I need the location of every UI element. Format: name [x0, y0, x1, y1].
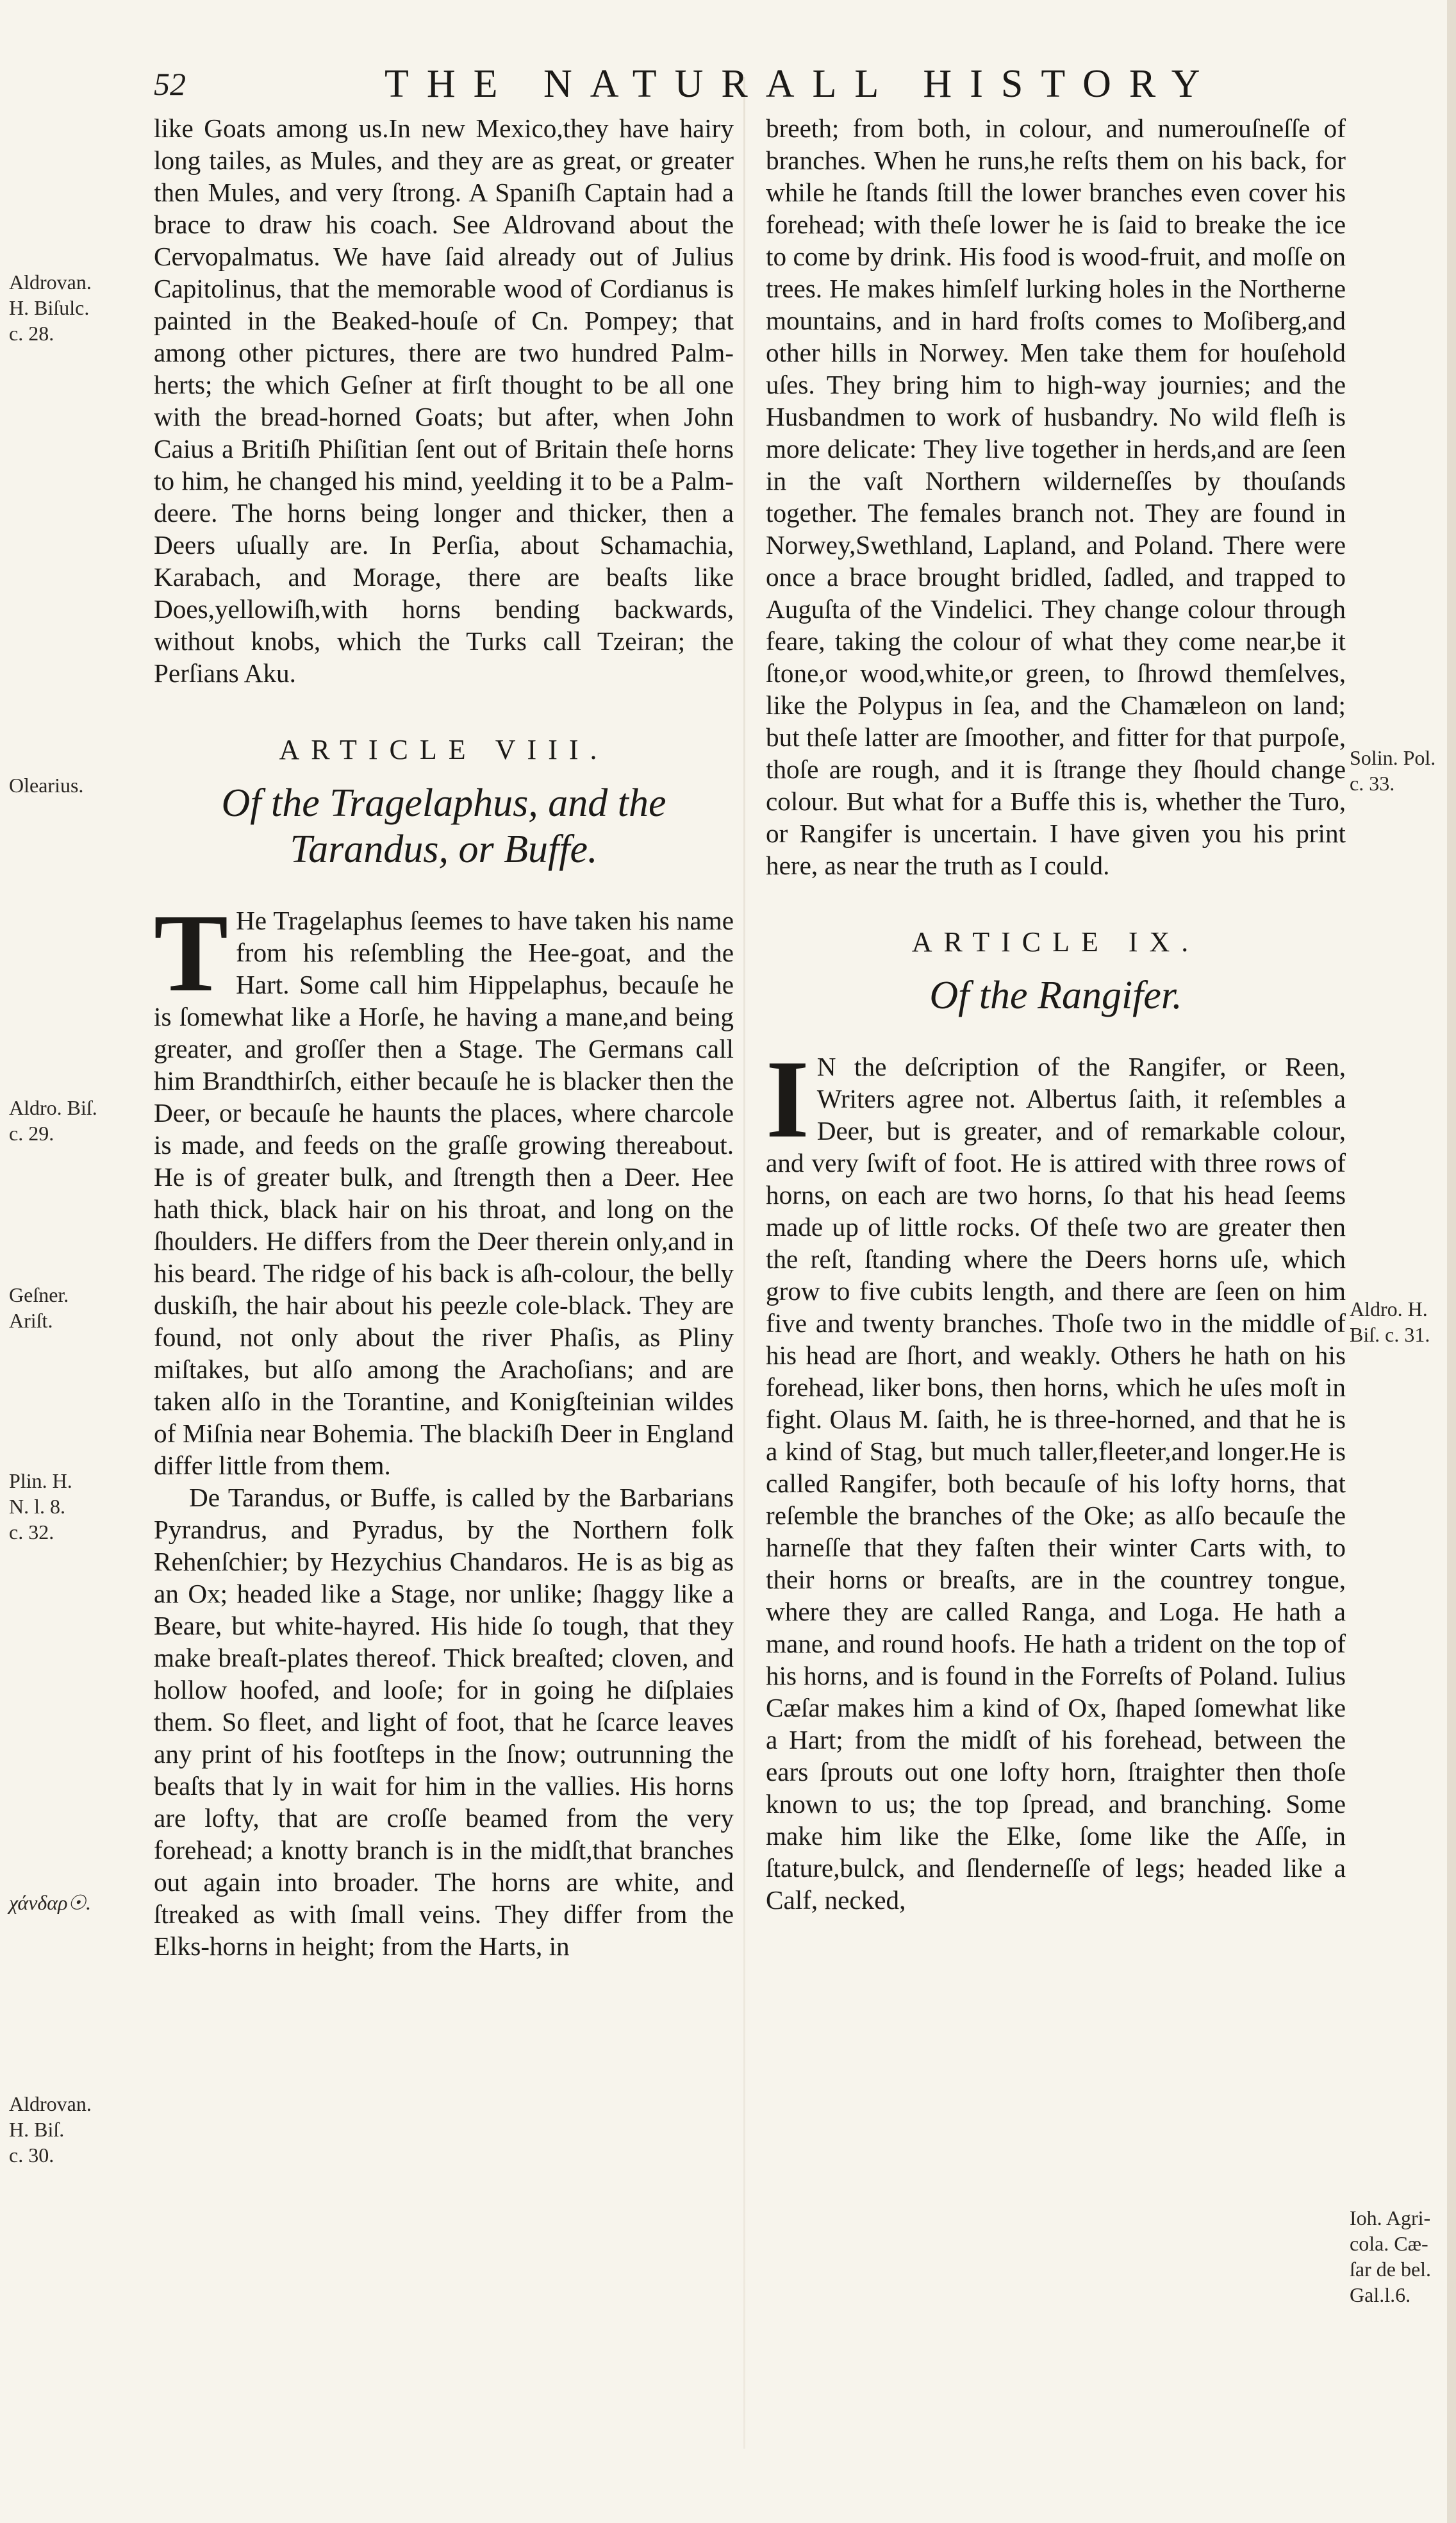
- margin-note-line: N. l. 8.: [9, 1495, 65, 1518]
- margin-note-line: c. 32.: [9, 1520, 54, 1544]
- rangifer-text: N the deſcription of the Rangifer, or Reen, Writers agree not. Albertus ſaith, it reſembles a Deer, but is greater, and of remarkable colour, and very ſwift of foot. He is attired with three rows of horns, on each are two horns, ſo that his head ſeems made up of little rocks. Of theſe two are greater then the reſt, ſtanding where the Deers horns uſe, which grow to five cubits length, and there are ſeen on him five and twenty branches. Thoſe two in the middle of his head are ſhort, and weakly. Others he hath on his forehead, liker bons, then horns, which he uſes moſt in fight. Olaus M. ſaith, he is three-horned, and that he is a kind of Stag, but much taller,fleeter,and longer.He is called Rangifer, both becauſe of his lofty horns, that reſemble the branches of the Oke; as alſo becauſe the harneſſe that they faſten their winter Carts with, to their horns or breaſts, are in the countrey tongue, where they are called Ranga, and Loga. He hath a mane, and round hoofs. He hath a trident on the top of his horns, and is found in the Forreſts of Poland. Iulius Cæſar makes him a kind of Ox, ſhaped ſomewhat like a Hart; from the midſt of his forehead, between the ears ſprouts out one lofty horn, ſtraighter then thoſe known to us; the top ſpread, and branching. Some make him like the Elke, ſome like the Aſſe, in ſtature,bulck, and ſlenderneſſe of legs; headed like a Calf, necked,: [766, 1052, 1346, 1915]
- right-column: [766, 112, 1346, 1916]
- margin-note-line: Aldrovan.: [9, 271, 92, 294]
- margin-note-line: ſar de bel.: [1350, 2258, 1432, 2281]
- margin-note-line: c. 29.: [9, 1122, 54, 1145]
- margin-note-aldro-h: [1350, 1296, 1430, 1347]
- running-title: THE NATURALL HISTORY: [385, 62, 1218, 106]
- margin-note-line: c. 33.: [1350, 772, 1395, 795]
- margin-note-line: Solin. Pol.: [1350, 746, 1436, 769]
- margin-note-line: c. 28.: [9, 322, 54, 345]
- article-heading-viii: ARTICLE VIII.: [279, 734, 609, 765]
- margin-note-aldrovan-2: [9, 2091, 92, 2168]
- rangifer-paragraph: [766, 1037, 1346, 1916]
- page-edge: [1447, 0, 1456, 2523]
- margin-note-olearius: [9, 772, 83, 798]
- margin-note-solin: [1350, 745, 1435, 796]
- left-opening-paragraph: like Goats among us.In new Mexico,they have hairy long tailes, as Mules, and they are as great, or greater then Mules, and very ſtrong. A Spaniſh Captain had a brace to draw his coach. See Aldrovand about the Cervopalmatus. We have ſaid already out of Julius Capitolinus, that the memorable wood of Cordianus is painted in the Beaked-houſe of Cn. Pompey; that among other pictures, there are two hundred Palm-herts; the which Geſner at firſt thought to be all one with the bread-horned Goats; but after, when John Caius a Britiſh Phiſitian ſent out of Britain theſe horns to him, he changed his mind, yeelding it to be a Palm-deere. The horns being longer and thicker, then a Deers uſually are. In Perſia, about Schamachia, Karabach, and Morage, there are beaſts like Does,yellowiſh,with horns bending backwards, without knobs, which the Turks call Tzeiran; the Perſians Aku.: [154, 113, 734, 688]
- left-column: [154, 112, 734, 1962]
- margin-note-line: Biſ. c. 31.: [1350, 1323, 1430, 1346]
- margin-note-plin: [9, 1468, 72, 1545]
- drop-cap: I: [766, 1037, 809, 1161]
- margin-note-line: Plin. H.: [9, 1469, 72, 1492]
- margin-note-ioh-agricola: [1350, 2205, 1431, 2308]
- margin-note-gesner: [9, 1282, 69, 1333]
- margin-note-line: H. Biſ.: [9, 2118, 65, 2141]
- margin-note-line: Gal.l.6.: [1350, 2283, 1411, 2306]
- margin-note-line: χάνδαρ☉.: [9, 1891, 92, 1914]
- page-header: [0, 62, 1456, 113]
- margin-note-greek: [9, 1890, 91, 1915]
- right-opening-paragraph: breeth; from both, in colour, and numerouſneſſe of branches. When he runs,he reſts them on his back, for while he ſtands ſtill the lower branches even cover his forehead; with theſe lower he is ſaid to breake the ice to come by drink. His food is wood-fruit, and moſſe on trees. He makes himſelf lurking holes in the Northerne mountains, and in hard froſts comes to Moſiberg,and other hills in Norwey. Men take them for houſehold uſes. They bring him to high-way journies; and the Husbandmen to work of husbandry. No wild fleſh is more delicate: They live together in herds,and are ſeen in the vaſt Northern wilderneſſes by thouſands together. The females branch not. They are found in Norwey,Swethland, Lapland, and Poland. There were once a brace brought bridled, ſadled, and trapped to Auguſta of the Vindelici. They change colour through feare, taking the colour of what they come near,be it ſtone,or wood,white,or green, to ſhrowd themſelves, like the Polypus in ſea, and the Chamæleon on land; but theſe latter are ſmoother, and fitter for that purpoſe, thoſe are rough, and it is ſtrange they ſhould change colour. But what for a Buffe this is, whether the Turo, or Rangifer is uncertain. I have given you his print here, as near the truth as I could.: [766, 113, 1346, 880]
- gutter-line: [743, 77, 745, 2449]
- article-title-rangifer: Of the Rangifer.: [929, 974, 1182, 1017]
- margin-note-line: Geſner.: [9, 1283, 69, 1306]
- tarandus-paragraph: De Tarandus, or Buffe, is called by the Barbarians Pyrandrus, and Pyradus, by the Northern folk Rehenſchier; by Hezychius Chandaros. He is as big as an Ox; headed like a Stage, nor unlike; ſhaggy like a Beare, but white-hayred. His hide ſo tough, that they make breaſt-plates thereof. Thick breaſted; cloven, and hollow hoofed, and looſe; for in going he diſplaies them. So fleet, and light of foot, that he ſcarce leaves any print of his footſteps in the ſnow; outrunning the beaſts that ly in wait for him in the vallies. His horns are lofty, that are croſſe beamed from the very forehead; a knotty branch is in the midſt,that branches out again into broader. The horns are white, and ſtreaked as with ſmall veins. They differ from the Elks-horns in height; from the Harts, in: [154, 1483, 734, 1961]
- margin-note-line: cola. Cæ-: [1350, 2232, 1428, 2255]
- article-title-tragelaphus: Of the Tragelaphus, and the Tarandus, or Buffe.: [221, 781, 666, 871]
- drop-cap: T: [154, 891, 229, 1015]
- margin-note-aldro-bif: [9, 1095, 97, 1146]
- article-heading-ix: ARTICLE IX.: [911, 926, 1200, 958]
- margin-note-line: Aldrovan.: [9, 2092, 92, 2115]
- margin-note-line: c. 30.: [9, 2144, 54, 2167]
- page-number: 52: [154, 66, 186, 102]
- tragelaphus-paragraph: [154, 891, 734, 1481]
- margin-note-line: H. Biſulc.: [9, 296, 90, 319]
- margin-note-line: Ioh. Agri-: [1350, 2206, 1431, 2229]
- margin-note-line: Aldro. Biſ.: [9, 1096, 97, 1119]
- tragelaphus-text: He Tragelaphus ſeemes to have taken his name from his reſembling the Hee-goat, and the Hart. Some call him Hippelaphus, becauſe he is ſomewhat like a Horſe, he having a mane,and being greater, and groſſer then a Stage. The Germans call him Brandthirſch, either becauſe he is blacker then the Deer, or becauſe he haunts the places, where charcole is made, and feeds on the graſſe growing thereabout. He is of greater bulk, and ſtrength then a Deer. Hee hath thick, black hair on his throat, and long on the ſhoulders. He differs from the Deer therein only,and in his beard. The ridge of his back is aſh-colour, the belly duskiſh, the hair about his peezle cole-black. They are found, not only about the river Phaſis, as Pliny miſtakes, but alſo among the Arachoſians; and are taken alſo in the Torantine, and Konigſteinian wildes of Miſnia near Bohemia. The blackiſh Deer in England differ little from them.: [154, 906, 734, 1480]
- margin-note-line: Aldro. H.: [1350, 1297, 1428, 1320]
- margin-note-line: Olearius.: [9, 774, 84, 797]
- margin-note-aldrovan: [9, 269, 92, 346]
- margin-note-line: Ariſt.: [9, 1309, 53, 1332]
